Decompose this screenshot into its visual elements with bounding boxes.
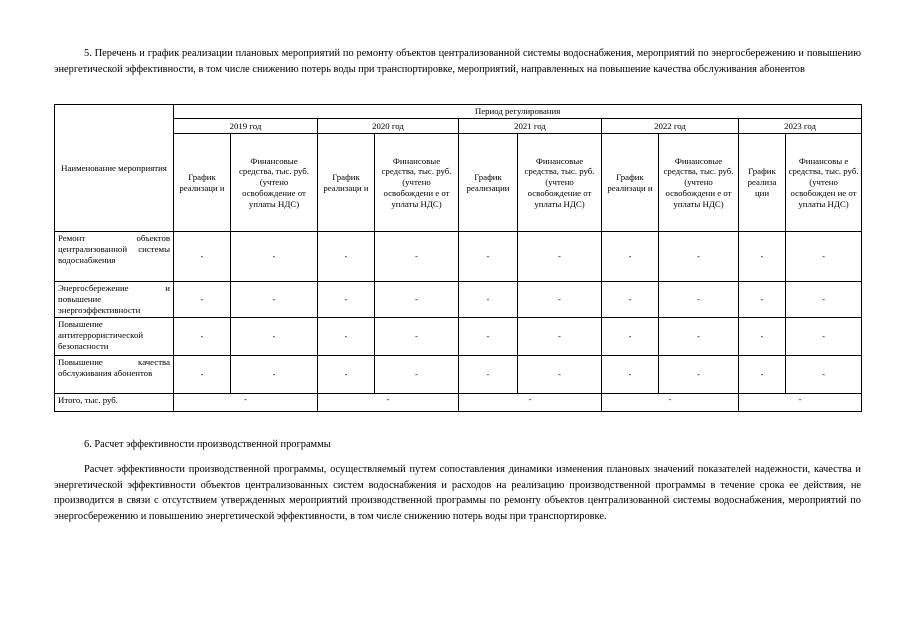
table-cell: - (602, 356, 659, 394)
table-cell: - (231, 232, 318, 282)
activity-name: Повышение антитеррористической безопасности (55, 318, 174, 356)
header-row-subcolumns (55, 134, 862, 232)
table-row (55, 356, 862, 394)
total-cell: - (318, 394, 459, 412)
activity-name: Энергосбережение и повышение энергоэффективности (55, 282, 174, 318)
finance-header: Финансовые средства, тыс. руб. (учтено освобождени е от уплаты НДС) (375, 134, 459, 232)
table-cell: - (518, 318, 602, 356)
table-cell: - (318, 282, 375, 318)
schedule-header: График реализаци и (602, 134, 659, 232)
table-cell: - (459, 232, 518, 282)
table-cell: - (231, 356, 318, 394)
table-cell: - (786, 232, 862, 282)
header-row-period (55, 105, 862, 119)
year-header: 2023 год (739, 119, 862, 134)
table-cell: - (318, 232, 375, 282)
table-cell: - (739, 356, 786, 394)
total-cell: - (739, 394, 862, 412)
table-cell: - (602, 282, 659, 318)
table-row (55, 282, 862, 318)
table-cell: - (375, 282, 459, 318)
table-cell: - (739, 282, 786, 318)
table-cell: - (518, 232, 602, 282)
section-6-paragraph: Расчет эффективности производственной программы, осуществляемый путем сопоставления динамики изменения плановых значений показателей надежности, качества и энергетической эффективности объектов централизованных систем водоснабжения и расходов на реализацию производственной программы в течение срока ее действия, не производится в связи с отсутствием утвержденных мероприятий производственной программы по ремонту объектов централизованной системы водоснабжения, мероприятий по энергосбережению и повышению энергетической эффективности, в том числе снижению потерь воды при транспортировке. (54, 464, 861, 522)
finance-header: Финансовые средства, тыс. руб. (учтено освобождени е от уплаты НДС) (659, 134, 739, 232)
table-cell: - (318, 318, 375, 356)
period-header: Период регулирования (174, 105, 862, 119)
table-cell: - (518, 282, 602, 318)
table-cell: - (659, 318, 739, 356)
table-cell: - (174, 318, 231, 356)
activity-name: Повышение качества обслуживания абонентов (55, 356, 174, 394)
year-header: 2021 год (459, 119, 602, 134)
total-row (55, 394, 862, 412)
table-cell: - (659, 356, 739, 394)
table-cell: - (318, 356, 375, 394)
table-cell: - (786, 318, 862, 356)
table-cell: - (375, 232, 459, 282)
table-cell: - (375, 356, 459, 394)
schedule-header: График реализа ции (739, 134, 786, 232)
table-cell: - (174, 232, 231, 282)
table-cell: - (786, 356, 862, 394)
table-cell: - (518, 356, 602, 394)
section-6-heading: 6. Расчет эффективности производственной программы (84, 439, 331, 450)
activity-name-header: Наименование мероприятия (55, 105, 174, 232)
table-cell: - (231, 318, 318, 356)
schedule-header: График реализаци и (318, 134, 375, 232)
table-cell: - (659, 232, 739, 282)
table-cell: - (231, 282, 318, 318)
header-row-years (55, 119, 862, 134)
year-header: 2020 год (318, 119, 459, 134)
total-cell: - (174, 394, 318, 412)
table-cell: - (174, 356, 231, 394)
schedule-header: График реализации (459, 134, 518, 232)
schedule-header: График реализаци и (174, 134, 231, 232)
table-cell: - (174, 282, 231, 318)
table-cell: - (375, 318, 459, 356)
total-cell: - (602, 394, 739, 412)
activity-name: Ремонт объектов централизованной системы водоснабжения (55, 232, 174, 282)
table-cell: - (602, 318, 659, 356)
finance-header: Финансовые средства, тыс. руб. (учтено освобождение от уплаты НДС) (231, 134, 318, 232)
table-cell: - (786, 282, 862, 318)
table-cell: - (459, 318, 518, 356)
table-cell: - (459, 356, 518, 394)
year-header: 2019 год (174, 119, 318, 134)
section-5-paragraph: 5. Перечень и график реализации плановых мероприятий по ремонту объектов централизованной системы водоснабжения, мероприятий по энергосбережению и повышению энергетической эффективности, в том числе снижению потерь воды при транспортировке, мероприятий, направленных на повышение качества обслуживания абонентов (54, 48, 861, 75)
table-cell: - (602, 232, 659, 282)
table-row (55, 232, 862, 282)
total-label: Итого, тыс. руб. (55, 394, 174, 412)
activities-schedule-table (54, 104, 862, 412)
table-row (55, 318, 862, 356)
year-header: 2022 год (602, 119, 739, 134)
finance-header: Финансовые средства, тыс. руб. (учтено освобождение от уплаты НДС) (518, 134, 602, 232)
table-cell: - (739, 232, 786, 282)
total-cell: - (459, 394, 602, 412)
table-cell: - (739, 318, 786, 356)
table-cell: - (659, 282, 739, 318)
table-cell: - (459, 282, 518, 318)
finance-header: Финансовы е средства, тыс. руб. (учтено освобожден ие от уплаты НДС) (786, 134, 862, 232)
